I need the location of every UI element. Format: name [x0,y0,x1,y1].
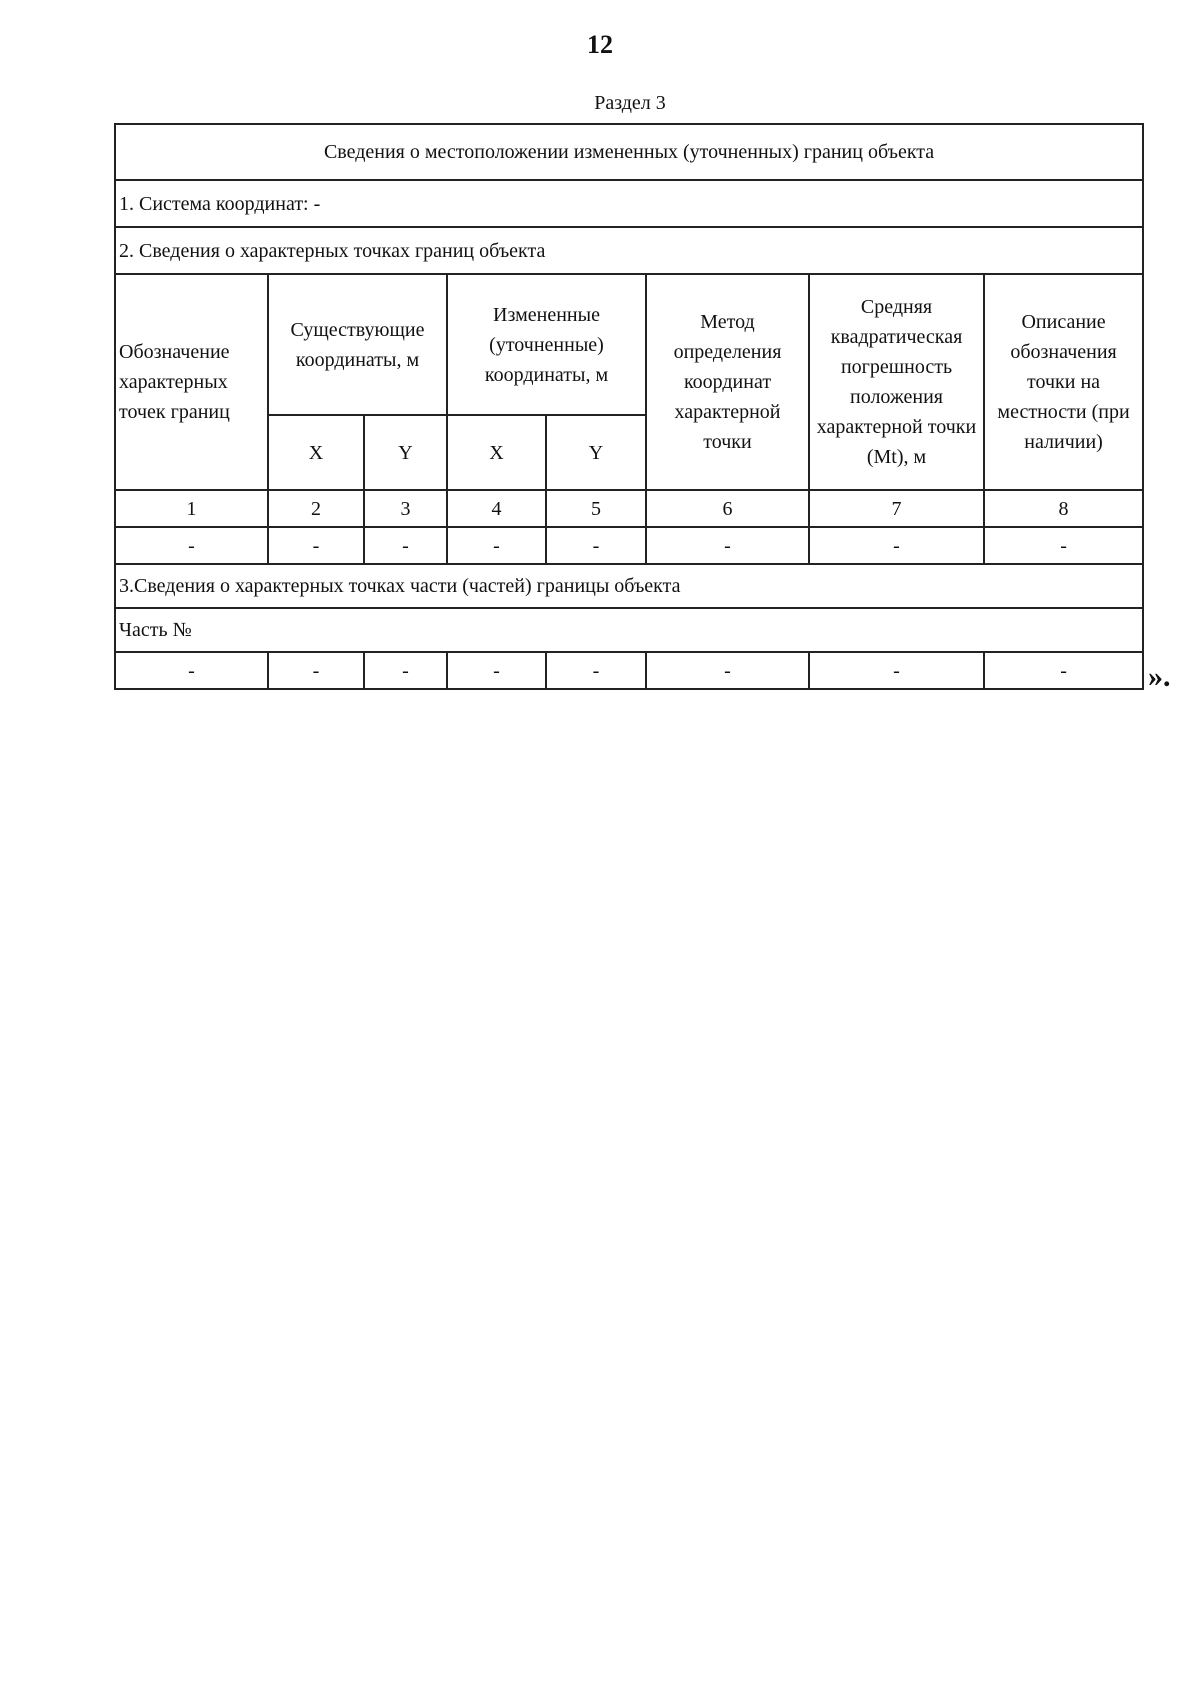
part-number-label: Часть № [115,608,1143,652]
table-cell: - [546,652,646,689]
header-changed-x: X [447,415,546,490]
header-method: Метод определения координат характерной точки [646,274,809,490]
table-cell: - [809,652,984,689]
header-description: Описание обозначения точки на местности (при наличии) [984,274,1143,490]
parts-heading: 3.Сведения о характерных точках части (частей) границы объекта [115,564,1143,608]
header-existing-x: X [268,415,364,490]
header-error: Средняя квадратическая погрешность положения характерной точки (Mt), м [809,274,984,490]
table-cell: - [115,652,268,689]
column-number-row [115,490,1143,527]
section-label: Раздел 3 [594,92,666,114]
header-changed-coords: Измененные (уточненные) координаты, м [447,274,646,415]
table-title: Сведения о местоположении измененных (уточненных) границ объекта [115,124,1143,180]
table-cell: - [364,652,447,689]
table-cell: - [984,652,1143,689]
table-row [115,652,1143,689]
column-number: 3 [364,490,447,527]
table-cell: - [984,527,1143,564]
column-number: 8 [984,490,1143,527]
column-number: 5 [546,490,646,527]
table-cell: - [268,652,364,689]
closing-quote: ». [1148,660,1171,693]
table-cell: - [447,652,546,689]
column-number: 4 [447,490,546,527]
table-cell: - [646,652,809,689]
boundary-table [114,123,1144,690]
table-cell: - [115,527,268,564]
column-number: 7 [809,490,984,527]
points-heading: 2. Сведения о характерных точках границ объекта [115,227,1143,274]
coord-system-row: 1. Система координат: - [115,180,1143,227]
table-cell: - [646,527,809,564]
header-existing-y: Y [364,415,447,490]
column-number: 1 [115,490,268,527]
table-cell: - [364,527,447,564]
table-cell: - [546,527,646,564]
header-changed-y: Y [546,415,646,490]
table-cell: - [268,527,364,564]
header-existing-coords: Существующие координаты, м [268,274,447,415]
table-row [115,527,1143,564]
table-cell: - [447,527,546,564]
table-cell: - [809,527,984,564]
column-number: 6 [646,490,809,527]
column-number: 2 [268,490,364,527]
page-number: 12 [587,30,613,59]
header-point-designation: Обозначение характерных точек границ [115,274,268,490]
